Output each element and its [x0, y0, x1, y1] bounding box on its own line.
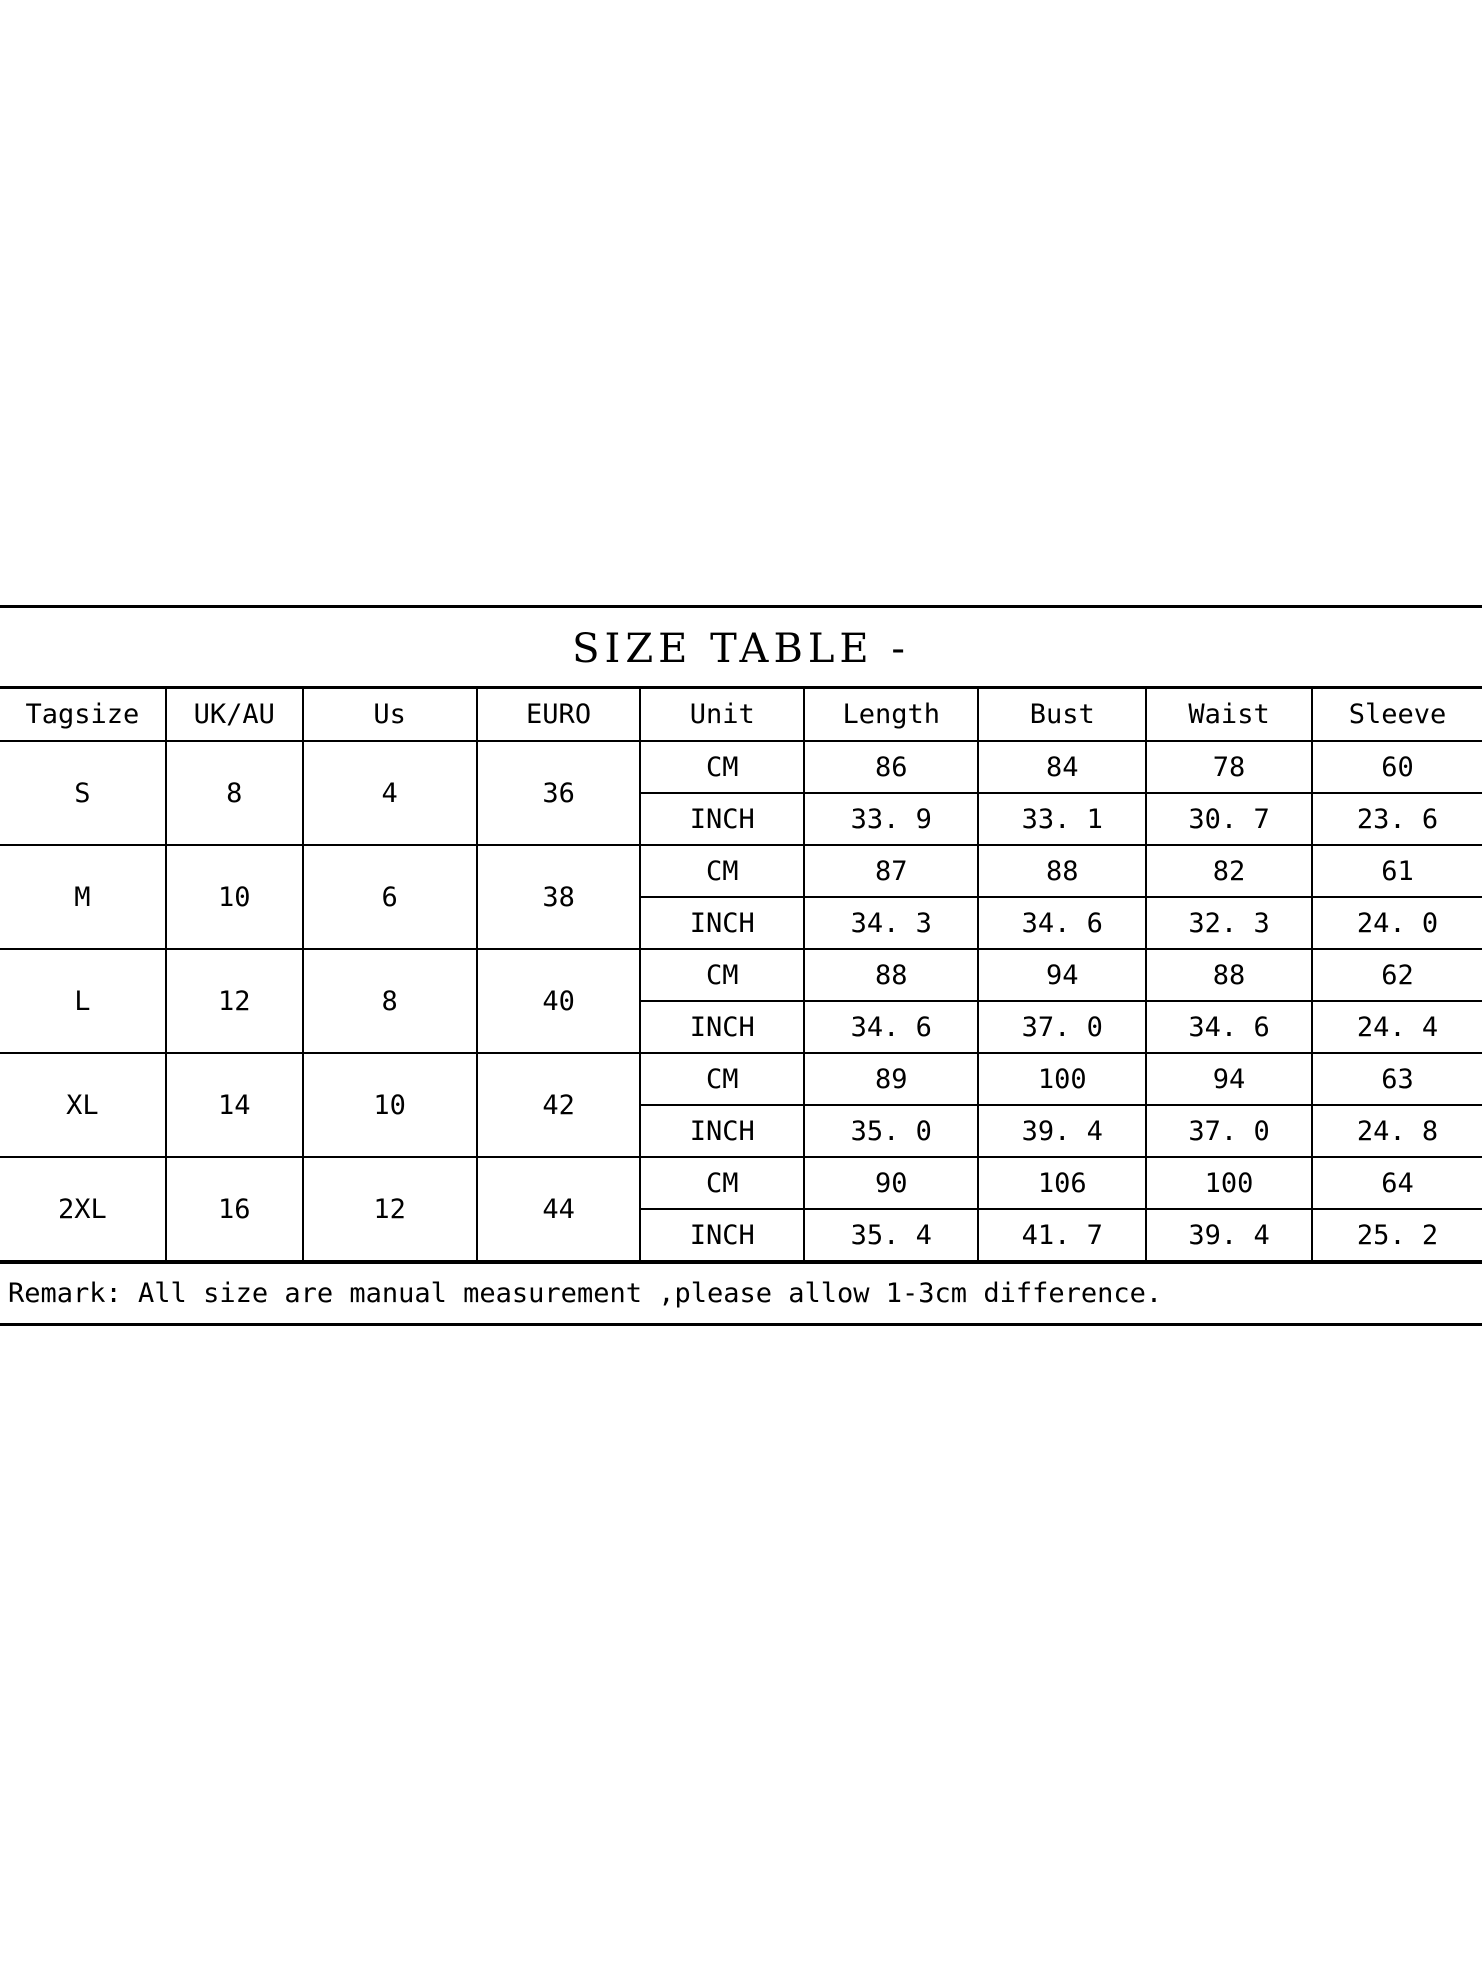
cell-unit: CM [640, 1157, 804, 1209]
cell-bust: 100 [978, 1053, 1146, 1105]
cell-unit: INCH [640, 793, 804, 845]
cell-bust: 33. 1 [978, 793, 1146, 845]
column-header-bust: Bust [978, 689, 1146, 741]
cell-sleeve: 24. 0 [1312, 897, 1482, 949]
cell-bust: 41. 7 [978, 1209, 1146, 1261]
column-header-length: Length [804, 689, 978, 741]
cell-waist: 37. 0 [1146, 1105, 1312, 1157]
cell-bust: 34. 6 [978, 897, 1146, 949]
cell-waist: 100 [1146, 1157, 1312, 1209]
cell-unit: INCH [640, 1209, 804, 1261]
cell-bust: 37. 0 [978, 1001, 1146, 1053]
cell-waist: 39. 4 [1146, 1209, 1312, 1261]
table-row [0, 845, 1482, 897]
size-chart-sheet [0, 605, 1482, 1326]
cell-euro: 42 [477, 1053, 641, 1157]
cell-length: 35. 0 [804, 1105, 978, 1157]
page-title: SIZE TABLE - [0, 608, 1482, 689]
cell-ukau: 8 [166, 741, 303, 845]
cell-tagsize: 2XL [0, 1157, 166, 1261]
cell-waist: 88 [1146, 949, 1312, 1001]
cell-length: 33. 9 [804, 793, 978, 845]
cell-unit: CM [640, 1053, 804, 1105]
cell-bust: 106 [978, 1157, 1146, 1209]
cell-tagsize: XL [0, 1053, 166, 1157]
cell-length: 88 [804, 949, 978, 1001]
cell-length: 35. 4 [804, 1209, 978, 1261]
cell-sleeve: 25. 2 [1312, 1209, 1482, 1261]
cell-unit: INCH [640, 897, 804, 949]
cell-length: 89 [804, 1053, 978, 1105]
cell-sleeve: 63 [1312, 1053, 1482, 1105]
cell-ukau: 14 [166, 1053, 303, 1157]
cell-sleeve: 24. 4 [1312, 1001, 1482, 1053]
cell-tagsize: M [0, 845, 166, 949]
cell-waist: 94 [1146, 1053, 1312, 1105]
cell-euro: 44 [477, 1157, 641, 1261]
size-table [0, 689, 1482, 1262]
cell-bust: 88 [978, 845, 1146, 897]
cell-tagsize: L [0, 949, 166, 1053]
cell-waist: 78 [1146, 741, 1312, 793]
column-header-tagsize: Tagsize [0, 689, 166, 741]
cell-length: 87 [804, 845, 978, 897]
cell-unit: CM [640, 949, 804, 1001]
table-row [0, 1157, 1482, 1209]
cell-waist: 30. 7 [1146, 793, 1312, 845]
cell-unit: INCH [640, 1105, 804, 1157]
cell-sleeve: 24. 8 [1312, 1105, 1482, 1157]
cell-ukau: 12 [166, 949, 303, 1053]
cell-sleeve: 62 [1312, 949, 1482, 1001]
cell-length: 90 [804, 1157, 978, 1209]
cell-unit: CM [640, 741, 804, 793]
table-row [0, 741, 1482, 793]
cell-sleeve: 23. 6 [1312, 793, 1482, 845]
cell-us: 6 [303, 845, 477, 949]
column-header-unit: Unit [640, 689, 804, 741]
size-chart-frame [0, 605, 1482, 1326]
cell-tagsize: S [0, 741, 166, 845]
cell-bust: 84 [978, 741, 1146, 793]
cell-unit: INCH [640, 1001, 804, 1053]
table-row [0, 949, 1482, 1001]
cell-ukau: 10 [166, 845, 303, 949]
cell-length: 34. 3 [804, 897, 978, 949]
cell-ukau: 16 [166, 1157, 303, 1261]
column-header-waist: Waist [1146, 689, 1312, 741]
column-header-us: Us [303, 689, 477, 741]
cell-euro: 38 [477, 845, 641, 949]
cell-euro: 40 [477, 949, 641, 1053]
cell-us: 12 [303, 1157, 477, 1261]
table-row [0, 1053, 1482, 1105]
column-header-sleeve: Sleeve [1312, 689, 1482, 741]
cell-waist: 82 [1146, 845, 1312, 897]
cell-sleeve: 61 [1312, 845, 1482, 897]
cell-bust: 39. 4 [978, 1105, 1146, 1157]
cell-euro: 36 [477, 741, 641, 845]
cell-us: 8 [303, 949, 477, 1053]
cell-sleeve: 60 [1312, 741, 1482, 793]
cell-length: 86 [804, 741, 978, 793]
cell-waist: 32. 3 [1146, 897, 1312, 949]
cell-length: 34. 6 [804, 1001, 978, 1053]
table-header-row [0, 689, 1482, 741]
column-header-euro: EURO [477, 689, 641, 741]
cell-waist: 34. 6 [1146, 1001, 1312, 1053]
remark-text: Remark: All size are manual measurement ,please allow 1-3cm difference. [0, 1262, 1482, 1323]
cell-us: 10 [303, 1053, 477, 1157]
column-header-ukau: UK/AU [166, 689, 303, 741]
cell-bust: 94 [978, 949, 1146, 1001]
cell-sleeve: 64 [1312, 1157, 1482, 1209]
cell-us: 4 [303, 741, 477, 845]
cell-unit: CM [640, 845, 804, 897]
